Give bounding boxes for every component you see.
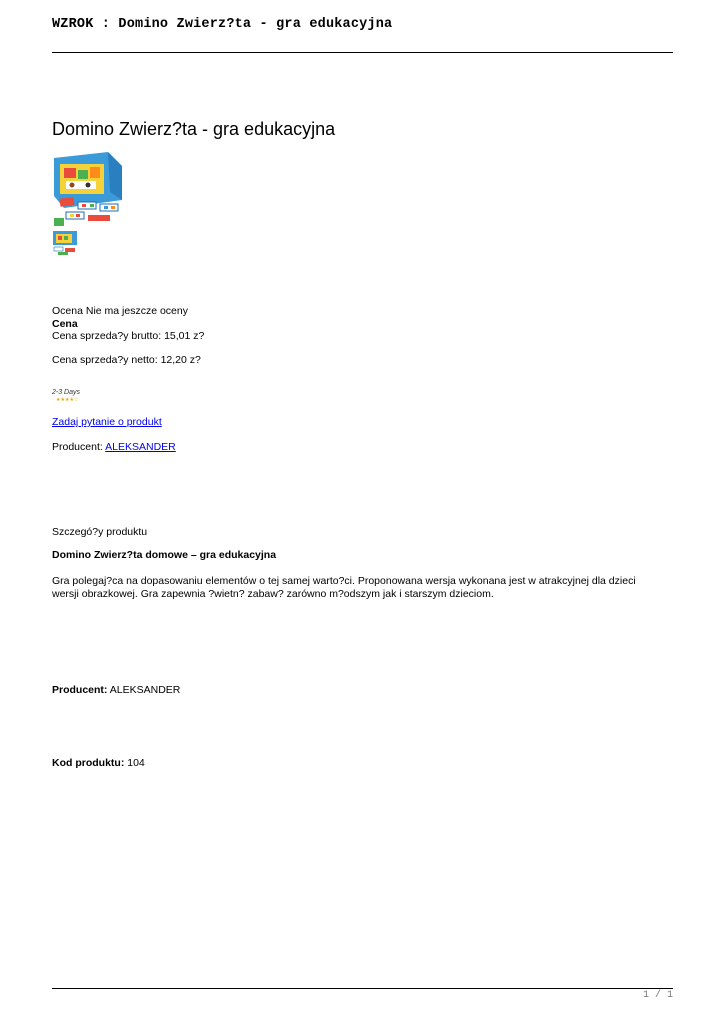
product-code-value: 104 xyxy=(127,757,145,769)
rating-label: Ocena xyxy=(52,305,83,317)
price-heading: Cena xyxy=(52,318,78,330)
delivery-badge-text: 2-3 Days xyxy=(52,389,81,396)
page-title: Domino Zwierz?ta - gra edukacyjna xyxy=(52,119,336,139)
product-code-line xyxy=(52,757,145,770)
rating-line xyxy=(52,305,188,318)
footer-rule xyxy=(52,988,673,989)
producer-link[interactable]: ALEKSANDER xyxy=(105,441,176,453)
delivery-stars-icon: ★★★★☆ xyxy=(56,397,79,403)
product-image[interactable] xyxy=(52,152,124,227)
price-gross: Cena sprzeda?y brutto: 15,01 z? xyxy=(52,330,205,342)
page-number: 1 / 1 xyxy=(642,990,673,1001)
ask-question-link[interactable]: Zadaj pytanie o produkt xyxy=(52,416,162,428)
producer-line xyxy=(52,441,176,454)
rating-value: Nie ma jeszcze oceny xyxy=(85,305,188,317)
product-thumbnail[interactable] xyxy=(52,230,79,256)
producer-label: Producent: xyxy=(52,441,103,453)
document-header-title: WZROK : Domino Zwierz?ta - gra edukacyjna xyxy=(52,17,393,32)
details-producer-line xyxy=(52,684,180,697)
details-description: Gra polegaj?ca na dopasowaniu elementów o tej samej warto?ci. Proponowana wersja wykonana jest w atrakcyjnej dla dzieci wersji obrazkowej. Gra zapewnia ?wietn? zabaw? zarówno m?odszym jak i starszym dzieciom. xyxy=(52,575,636,600)
price-net: Cena sprzeda?y netto: 12,20 z? xyxy=(52,354,201,366)
product-code-label: Kod produktu: xyxy=(52,757,125,769)
details-producer-value: ALEKSANDER xyxy=(109,684,181,696)
details-producer-label: Producent: xyxy=(52,684,108,696)
details-subtitle: Domino Zwierz?ta domowe – gra edukacyjna xyxy=(52,549,277,561)
details-heading: Szczegó?y produktu xyxy=(52,526,148,538)
header-rule xyxy=(52,52,673,53)
delivery-badge xyxy=(52,389,86,403)
